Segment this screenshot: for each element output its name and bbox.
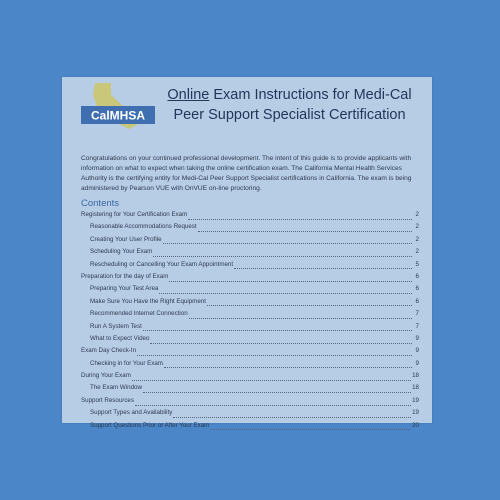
toc-dot-leader (163, 239, 412, 244)
toc-entry-page: 19 (412, 409, 419, 417)
toc-entry-label: Reasonable Accommodations Request (90, 223, 197, 231)
toc-entry-page: 18 (412, 372, 419, 380)
title-online: Online (167, 87, 210, 103)
toc-entry-label: Preparing Your Test Area (90, 285, 159, 293)
toc-entry[interactable] (81, 372, 419, 384)
toc-entry-page: 20 (412, 421, 419, 429)
toc-entry-label: Scheduling Your Exam (90, 248, 153, 256)
title-line-1-rest: Exam Instructions for Medi-Cal (209, 87, 412, 103)
toc-entry-label: Run A System Test (90, 322, 142, 330)
toc-dot-leader (132, 376, 411, 381)
toc-entry-label: Support Resources (81, 396, 134, 404)
toc-dot-leader (153, 252, 412, 257)
toc-entry-label: The Exam Window (90, 384, 142, 392)
toc-entry-label: Rescheduling or Cancelling Your Exam Appointment (90, 260, 234, 268)
logo-text: CalMHSA (90, 108, 146, 123)
toc-dot-leader (150, 339, 412, 344)
toc-dot-leader (198, 227, 412, 232)
toc-entry-label: Creating Your User Profile (90, 235, 162, 243)
toc-entry-label: Recommended Internet Connection (90, 310, 188, 318)
toc-entry-page: 2 (415, 211, 419, 218)
toc-entry[interactable] (81, 248, 419, 260)
toc-dot-leader (188, 215, 412, 220)
toc-entry[interactable] (81, 236, 419, 248)
toc-dot-leader (137, 351, 412, 356)
toc-entry[interactable] (81, 335, 419, 347)
toc-entry-page: 19 (412, 396, 419, 404)
table-of-contents (81, 211, 419, 434)
contents-heading: Contents (81, 198, 120, 209)
toc-entry-page: 7 (415, 310, 419, 318)
toc-entry-page: 9 (415, 347, 419, 355)
toc-entry-label: Registering for Your Certification Exam (81, 211, 188, 218)
toc-entry-label: During Your Exam (81, 372, 131, 380)
toc-entry-label: Exam Day Check-In (81, 347, 137, 355)
toc-entry-label: Preparation for the day of Exam (81, 272, 169, 280)
toc-entry[interactable] (81, 285, 419, 297)
toc-entry-label: Support Types and Availability (90, 409, 173, 417)
document-page (62, 77, 432, 429)
title-line-2: Peer Support Specialist Certification (173, 107, 406, 123)
toc-entry[interactable] (81, 360, 419, 372)
toc-dot-leader (210, 425, 411, 430)
toc-entry[interactable] (81, 384, 419, 396)
toc-entry[interactable] (81, 298, 419, 310)
toc-dot-leader (143, 326, 412, 331)
toc-entry[interactable] (81, 211, 419, 223)
toc-entry-page: 18 (412, 384, 419, 392)
toc-entry[interactable] (81, 273, 419, 285)
toc-entry-page: 2 (415, 235, 419, 243)
intro-paragraph: Congratulations on your continued professional development. The intent of this guide is to provide applicants with information on what to expect when taking the online certification exam. The California Mental Health Services Authority is the certifying entity for Medi-Cal Peer Support Specialist certifications in California. The exam is being administered by Pearson VUE with OnVUE on-line proctoring. (81, 155, 412, 192)
toc-entry[interactable] (81, 397, 419, 409)
toc-entry-page: 9 (415, 359, 419, 367)
toc-entry[interactable] (81, 409, 419, 421)
toc-entry-page: 5 (415, 260, 419, 268)
toc-dot-leader (169, 277, 412, 282)
toc-entry-page: 6 (415, 285, 419, 293)
toc-entry[interactable] (81, 310, 419, 322)
toc-entry-label: Checking in for Your Exam (90, 359, 163, 367)
toc-dot-leader (234, 264, 412, 269)
page-title (152, 85, 427, 125)
toc-dot-leader (173, 413, 411, 418)
toc-entry[interactable] (81, 422, 419, 434)
toc-entry-page: 6 (415, 297, 419, 305)
toc-entry-page: 9 (415, 334, 419, 342)
title-line-1 (152, 85, 427, 105)
toc-dot-leader (164, 363, 412, 368)
toc-dot-leader (159, 289, 412, 294)
toc-dot-leader (207, 301, 412, 306)
toc-entry-page: 7 (415, 322, 419, 330)
toc-dot-leader (189, 314, 412, 319)
toc-entry-label: What to Expect Video (90, 334, 150, 342)
toc-entry-page: 2 (415, 223, 419, 231)
calmhsa-logo (81, 81, 155, 131)
toc-entry[interactable] (81, 261, 419, 273)
toc-dot-leader (135, 401, 411, 406)
toc-entry-label: Make Sure You Have the Right Equipment (90, 297, 206, 305)
toc-entry-label: Support Questions Prior or After Your Exam (90, 421, 210, 429)
toc-entry[interactable] (81, 347, 419, 359)
toc-entry[interactable] (81, 223, 419, 235)
toc-dot-leader (143, 388, 411, 393)
toc-entry[interactable] (81, 323, 419, 335)
toc-entry-page: 2 (415, 248, 419, 256)
toc-entry-page: 6 (415, 272, 419, 280)
